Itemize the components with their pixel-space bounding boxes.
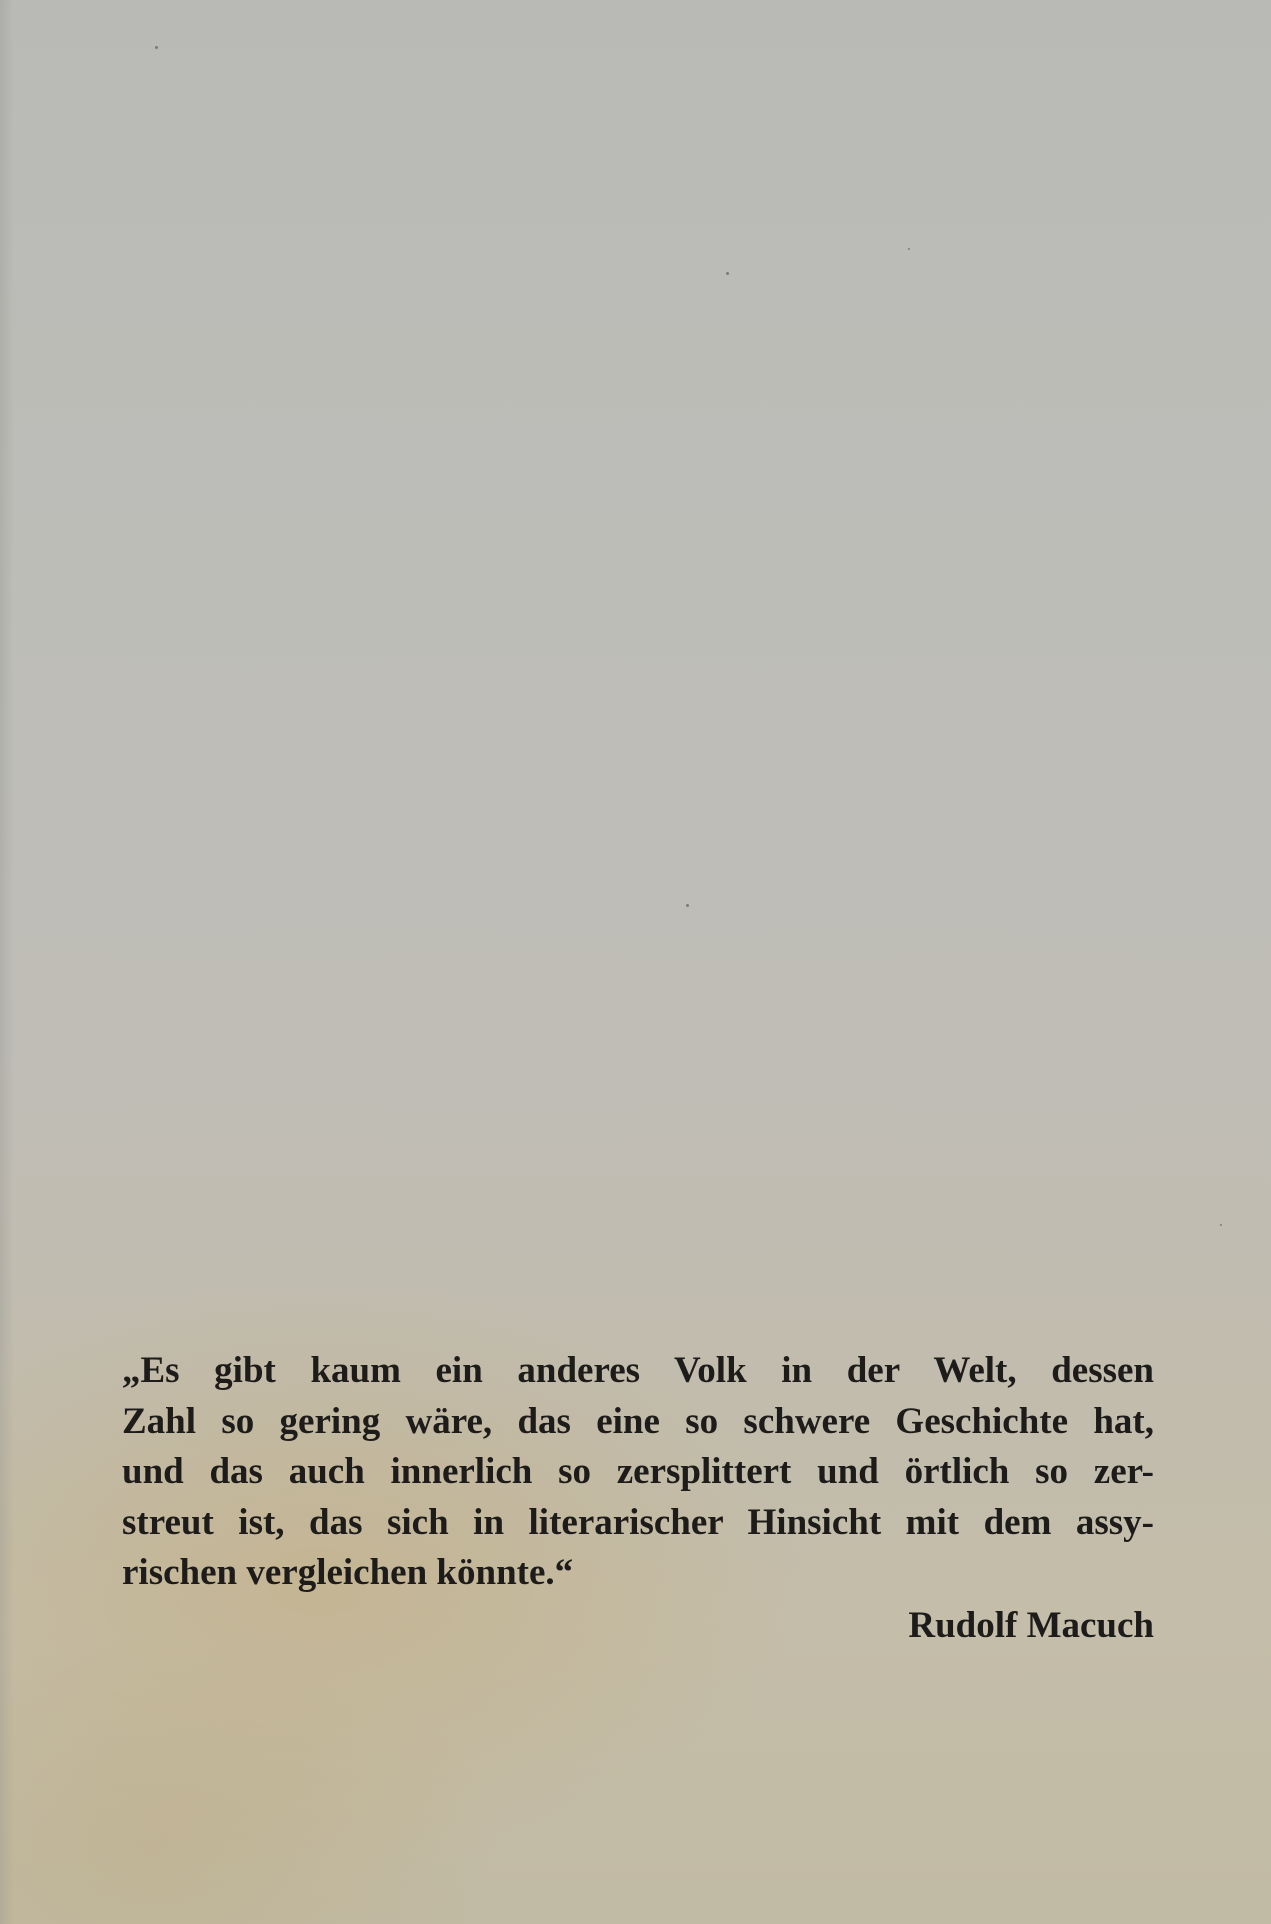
paper-speck [155, 46, 158, 49]
cover-edge-shadow [0, 0, 14, 1924]
quote-line: und das auch innerlich so zersplittert und örtlich so zer- [122, 1451, 1154, 1492]
paper-speck [908, 248, 910, 250]
quote-line: rischen vergleichen könnte.“ [122, 1552, 574, 1593]
quote-line: „Es gibt kaum ein anderes Volk in der Welt, dessen [122, 1350, 1154, 1391]
paper-speck [1220, 1224, 1222, 1226]
quote-author: Rudolf Macuch [908, 1604, 1154, 1646]
paper-speck [686, 904, 689, 907]
paper-speck [726, 272, 729, 275]
quote-line: Zahl so gering wäre, das eine so schwere Geschichte hat, [122, 1400, 1154, 1442]
quote [122, 1346, 1154, 1651]
quote-line: streut ist, das sich in literarischer Hinsicht mit dem assy- [122, 1501, 1154, 1543]
